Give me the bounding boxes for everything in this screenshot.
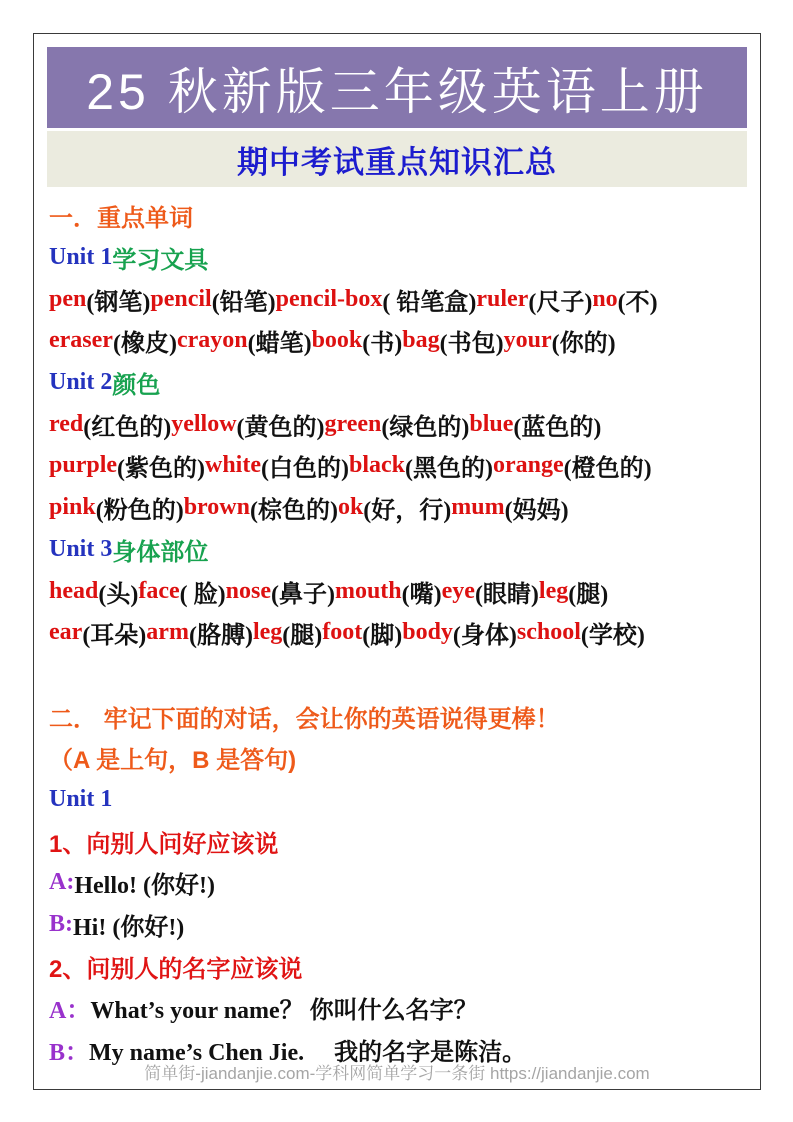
text-segment: (绿色的) (381, 414, 470, 441)
text-segment: Unit 1 (49, 785, 113, 812)
text-segment: ( 铅笔盒) (382, 289, 477, 316)
text-segment: mouth (334, 577, 402, 604)
title-banner (47, 47, 747, 128)
text-segment: (铅笔) (211, 289, 276, 316)
text-segment: Unit 1 (49, 244, 113, 271)
text-segment: ok (337, 494, 364, 521)
text-segment: orange (492, 452, 564, 479)
text-segment: leg (538, 577, 569, 604)
text-segment: (脚) (362, 623, 403, 650)
text-segment: (书) (362, 331, 403, 358)
banner-title-text: 25 秋新版三年级英语上册 (86, 63, 708, 120)
text-segment: (红色的) (83, 414, 172, 441)
text-segment: (鼻子) (270, 581, 335, 608)
unit-3-words-line-2 (49, 612, 747, 654)
text-segment: 一．重点单词 (49, 205, 193, 233)
unit-3-heading (49, 529, 747, 571)
dialog-2-a (49, 987, 747, 1029)
text-segment: Unit 2 (49, 369, 113, 396)
dialog-1-a (49, 862, 747, 904)
text-segment: (腿) (282, 623, 323, 650)
text-segment: leg (252, 619, 283, 646)
text-segment: (蜡笔) (247, 331, 312, 358)
text-segment: (嘴) (401, 581, 442, 608)
text-segment: blue (469, 410, 514, 437)
text-segment: yellow (171, 410, 237, 437)
text-segment: mum (451, 494, 505, 521)
text-segment: red (49, 410, 84, 437)
text-segment: face (138, 577, 180, 604)
text-segment: (蓝色的) (513, 414, 602, 441)
text-segment: (白色的) (261, 456, 349, 483)
text-segment: (耳朵) (82, 623, 147, 650)
text-segment: (紫色的) (117, 456, 205, 483)
text-segment: My name’s Chen Jie. 我的名字是陈洁。 (89, 1040, 527, 1067)
text-segment: (身体) (452, 623, 517, 650)
text-segment: (学校) (580, 623, 645, 650)
text-segment: (粉色的) (95, 498, 184, 525)
unit-1-words-line-2 (49, 320, 747, 362)
section-2-heading (49, 695, 747, 737)
dialog-1-b (49, 904, 747, 946)
subtitle-bar (47, 131, 747, 187)
text-segment: Hello! (你好!) (74, 873, 215, 900)
text-segment: 身体部位 (112, 538, 209, 566)
text-segment: (胳膊) (188, 623, 253, 650)
text-segment: brown (183, 494, 250, 521)
text-segment: crayon (176, 327, 248, 354)
text-segment: B: (49, 911, 73, 938)
text-segment: no (592, 285, 618, 312)
unit-2-words-line-1 (49, 403, 747, 445)
text-segment: book (311, 327, 363, 354)
unit-2-words-line-2 (49, 445, 747, 487)
text-segment: green (324, 410, 382, 437)
text-segment: foot (322, 619, 363, 646)
text-segment: (好，行) (363, 498, 452, 525)
text-segment: (尺子) (528, 289, 593, 316)
text-segment: 颜色 (112, 372, 161, 400)
text-segment: (妈妈) (504, 498, 569, 525)
text-segment: pencil-box (275, 285, 383, 312)
text-segment: (钢笔) (86, 289, 151, 316)
text-segment: (眼睛) (474, 581, 539, 608)
text-segment: eraser (49, 327, 113, 354)
text-segment: (棕色的) (249, 498, 338, 525)
text-segment: (不) (617, 289, 658, 316)
text-segment: white (205, 452, 261, 479)
text-segment: bag (402, 327, 440, 354)
unit-3-words-line-1 (49, 570, 747, 612)
text-segment: (你的) (551, 331, 616, 358)
footer-watermark: 简单街-jiandanjie.com-学科网简单学习一条街 https://jiandanjie.com (144, 1064, 650, 1083)
text-segment: A： (49, 998, 91, 1025)
text-segment: (黄色的) (236, 414, 325, 441)
unit-2-heading (49, 362, 747, 404)
text-segment: pen (49, 285, 87, 312)
text-segment: What’s your name？ 你叫什么名字？ (90, 998, 478, 1025)
text-segment: 二． 牢记下面的对话，会让你的英语说得更棒！ (49, 705, 560, 733)
text-segment: pencil (150, 285, 212, 312)
text-segment: （A 是上句，B 是答句) (49, 747, 297, 775)
text-segment: arm (146, 619, 189, 646)
text-segment: 学习文具 (112, 247, 209, 275)
text-segment: (橡皮) (112, 331, 177, 358)
text-segment: ruler (476, 285, 529, 312)
unit-1-heading (49, 237, 747, 279)
text-segment: eye (441, 577, 475, 604)
text-segment: Hi! (你好!) (73, 915, 185, 942)
text-segment: your (503, 327, 552, 354)
dialog-2-heading (49, 945, 747, 987)
content-lines (47, 195, 747, 1070)
unit-2-words-line-3 (49, 487, 747, 529)
text-segment: body (402, 619, 453, 646)
section-2-subheading (49, 737, 747, 779)
text-segment: school (516, 619, 581, 646)
text-segment: 1、向别人问好应该说 (49, 830, 279, 858)
text-segment: B： (49, 1040, 90, 1067)
text-segment: A: (49, 869, 75, 896)
text-segment: (黑色的) (405, 456, 493, 483)
spacer-line (49, 654, 747, 696)
text-segment: Unit 3 (49, 535, 113, 562)
page-border-sheet (33, 33, 761, 1090)
text-segment: black (348, 452, 405, 479)
section-1-heading (49, 195, 747, 237)
text-segment: head (49, 577, 99, 604)
text-segment: (头) (98, 581, 139, 608)
unit-1-words-line-1 (49, 278, 747, 320)
text-segment: (橙色的) (563, 456, 652, 483)
text-segment: ear (49, 619, 83, 646)
dialog-1-heading (49, 820, 747, 862)
text-segment: nose (225, 577, 271, 604)
text-segment: (书包) (439, 331, 504, 358)
dialog-unit-1-heading (49, 779, 747, 821)
text-segment: ( 脸) (179, 581, 226, 608)
text-segment: (腿) (568, 581, 609, 608)
text-segment: purple (49, 452, 118, 479)
subtitle-text: 期中考试重点知识汇总 (237, 144, 557, 180)
text-segment: 2、问别人的名字应该说 (49, 955, 303, 983)
text-segment: pink (49, 494, 96, 521)
